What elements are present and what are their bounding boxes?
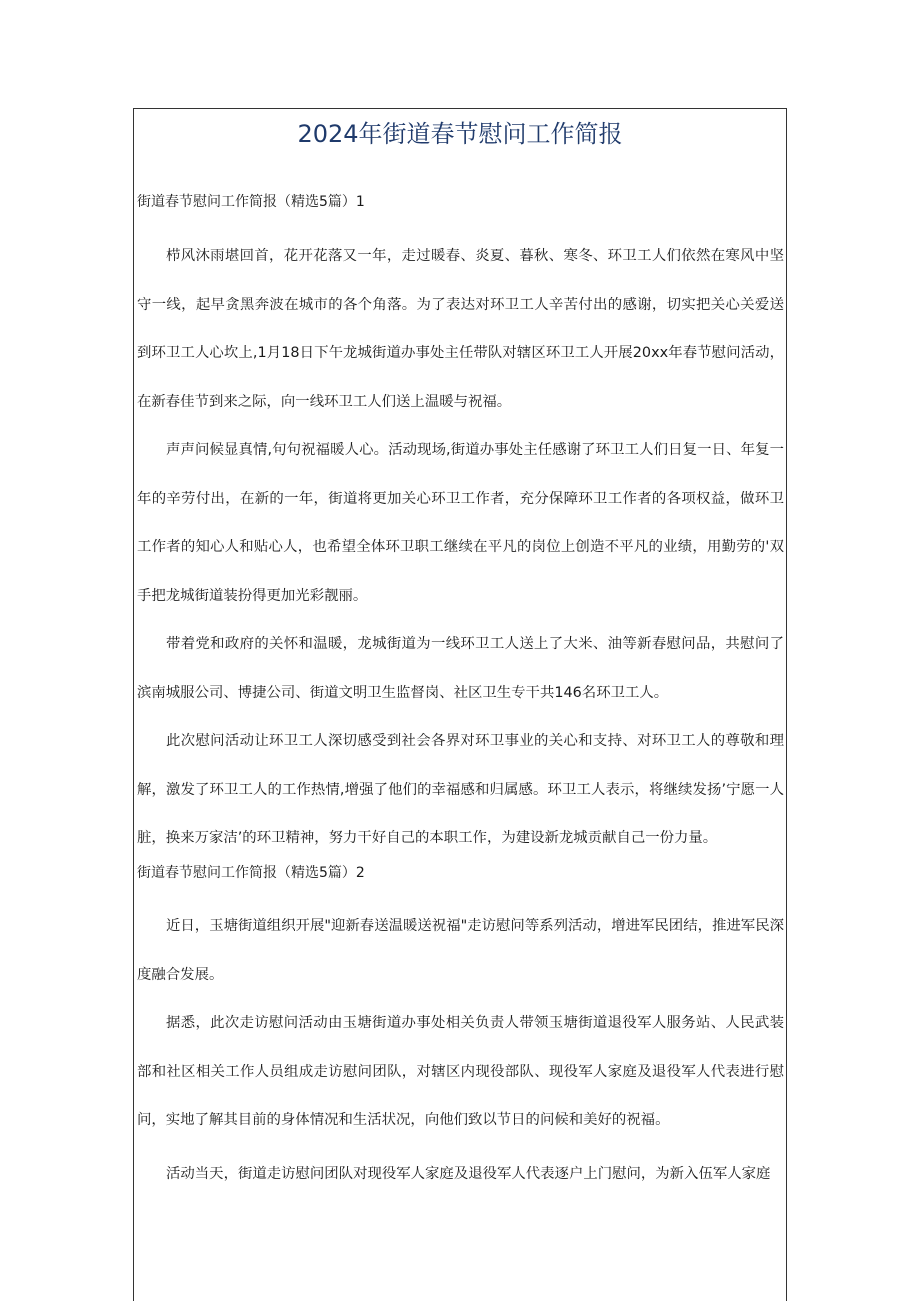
section-heading-2: 街道春节慰问工作简报（精选5篇）2: [137, 865, 365, 881]
document-title: 2024年街道春节慰问工作简报: [297, 120, 623, 148]
paragraph-1-4: 此次慰问活动让环卫工人深切感受到社会各界对环卫事业的关心和支持、对环卫工人的尊敬和理解，激发了环卫工人的工作热情,增强了他们的幸福感和归属感。环卫工人表示，将继续发扬’宁愿一人脏，换来万家洁’的环卫精神，努力干好自己的本职工作，为建设新龙城贡献自己一份力量。: [137, 733, 784, 847]
paragraph-1-3: 带着党和政府的关怀和温暖，龙城街道为一线环卫工人送上了大米、油等新春慰问品，共慰问了滨南城服公司、博捷公司、街道文明卫生监督岗、社区卫生专干共146名环卫工人。: [137, 636, 784, 701]
section-heading-1: 街道春节慰问工作简报（精选5篇）1: [137, 194, 365, 210]
paragraph-1-2: 声声问候显真情,句句祝福暖人心。活动现场,街道办事处主任感谢了环卫工人们日复一日、年复一年的辛劳付出，在新的一年，街道将更加关心环卫工作者，充分保障环卫工作者的各项权益，做环卫工作者的知心人和贴心人，也希望全体环卫职工继续在平凡的岗位上创造不平凡的业绩，用勤劳的'双手把龙城街道装扮得更加光彩靓丽。: [137, 442, 784, 604]
paragraph-2-2: 据悉，此次走访慰问活动由玉塘街道办事处相关负责人带领玉塘街道退役军人服务站、人民武装部和社区相关工作人员组成走访慰问团队，对辖区内现役部队、现役军人家庭及退役军人代表进行慰问，实地了解其目前的身体情况和生活状况，向他们致以节日的问候和美好的祝福。: [137, 1015, 784, 1129]
paragraph-2-3: 活动当天，街道走访慰问团队对现役军人家庭及退役军人代表逐户上门慰问，为新入伍军人家庭: [166, 1166, 771, 1182]
paragraph-2-1: 近日，玉塘街道组织开展"迎新春送温暖送祝福"走访慰问等系列活动，增进军民团结，推进军民深度融合发展。: [137, 918, 784, 983]
paragraph-1-1: 栉风沐雨堪回首，花开花落又一年，走过暖春、炎夏、暮秋、寒冬、环卫工人们依然在寒风中坚守一线，起早贪黑奔波在城市的各个角落。为了表达对环卫工人辛苦付出的感谢，切实把关心关爱送到环卫工人心坎上,1月18日下午龙城街道办事处主任带队对辖区环卫工人开展20xx年春节慰问活动，在新春佳节到来之际，向一线环卫工人们送上温暖与祝福。: [137, 248, 784, 410]
